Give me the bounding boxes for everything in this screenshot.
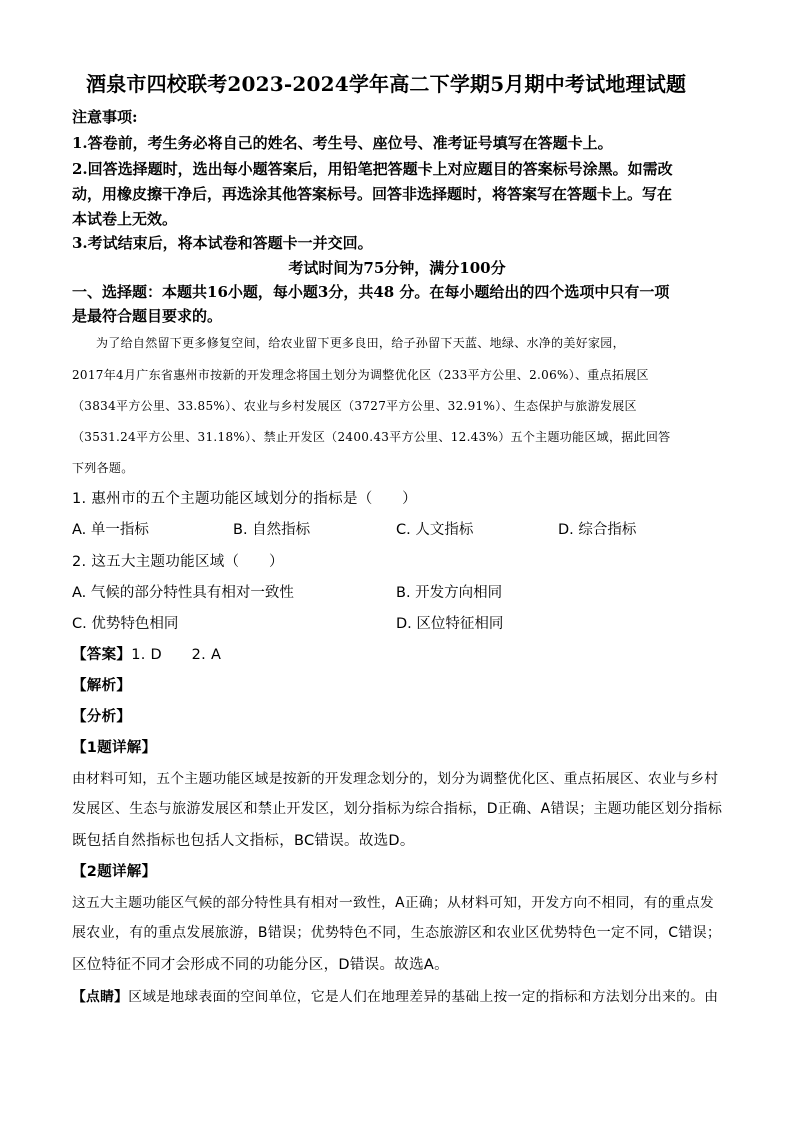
dianjing-label: 【点睛】 [72,989,129,1005]
detail-1-text: 由材料可知，五个主题功能区域是按新的开发理念划分的，划分为调整优化区、重点拓展区、农业与乡村 [72,771,719,787]
page-title: 酒泉市四校联考2023-2024学年高二下学期5月期中考试地理试题 [86,72,687,96]
notice-item: 1.答卷前，考生务必将自己的姓名、考生号、座位号、准考证号填写在答题卡上。 [72,134,613,152]
dianjing-row [72,985,718,1005]
detail-2-text: 这五大主题功能区气候的部分特性具有相对一致性，A正确；从材料可知，开发方向不相同，有的重点发 [72,895,714,911]
notice-item: 动，用橡皮擦干净后，再选涂其他答案标号。回答非选择题时，将答案写在答题卡上。写在 [72,185,673,203]
question-1-option-a: A. 单一指标 [72,522,149,538]
detail-1-text: 既包括自然指标也包括人文指标，BC错误。故选D。 [72,833,415,849]
detail-2-text: 区位特征不同才会形成不同的功能分区，D错误。故选A。 [72,957,449,973]
question-1-option-d: D. 综合指标 [558,522,637,538]
material-text: （3834平方公里、33.85%）、农业与乡村发展区（3727平方公里、32.91%）、生态保护与旅游发展区 [72,399,637,413]
exam-time-info: 考试时间为75分钟，满分100分 [288,259,506,277]
notice-item: 本试卷上无效。 [72,210,178,228]
notice-item: 3.考试结束后，将本试卷和答题卡一并交回。 [72,234,373,252]
question-2-option-c: C. 优势特色相同 [72,616,179,632]
notice-heading: 注意事项: [72,108,138,126]
answer-row [72,643,221,664]
section-heading: 一、选择题：本题共16小题，每小题3分，共48 分。在每小题给出的四个选项中只有一项 [72,283,670,301]
detail-2-text: 展农业，有的重点发展旅游，B错误；优势特色不同，生态旅游区和农业区优势特色一定不同，C错误； [72,925,722,941]
detail-1-text: 发展区、生态与旅游发展区和禁止开发区，划分指标为综合指标，D正确、A错误；主题功能区划分指标 [72,801,723,817]
dianjing-text: 区域是地球表面的空间单位，它是人们在地理差异的基础上按一定的指标和方法划分出来的。由 [128,989,719,1005]
analysis-label: 【解析】 [72,678,132,694]
detail-2-label: 【2题详解】 [72,864,157,880]
question-2-stem: 2. 这五大主题功能区域（ ） [72,554,284,570]
material-text: 下列各题。 [72,461,134,475]
answer-label: 【答案】 [72,647,132,663]
question-2-option-a: A. 气候的部分特性具有相对一致性 [72,585,294,601]
question-1-stem: 1. 惠州市的五个主题功能区域划分的指标是（ ） [72,491,417,507]
notice-item: 2.回答选择题时，选出每小题答案后，用铅笔把答题卡上对应题目的答案标号涂黑。如需改 [72,160,673,178]
fenxi-label: 【分析】 [72,709,132,725]
question-2-option-b: B. 开发方向相同 [396,585,503,601]
question-1-option-c: C. 人文指标 [396,522,474,538]
question-2-option-d: D. 区位特征相同 [396,616,504,632]
material-text: 为了给自然留下更多修复空间，给农业留下更多良田，给子孙留下天蓝、地绿、水净的美好家园， [96,336,625,350]
question-1-option-b: B. 自然指标 [233,522,311,538]
material-text: （3531.24平方公里、31.18%）、禁止开发区（2400.43平方公里、12.43%）五个主题功能区域，据此回答 [72,430,671,444]
detail-1-label: 【1题详解】 [72,740,157,756]
answer-value: 1. D 2. A [131,647,222,663]
material-text: 2017年4月广东省惠州市按新的开发理念将国土划分为调整优化区（233平方公里、2.06%）、重点拓展区 [72,368,649,382]
section-heading: 是最符合题目要求的。 [72,307,223,325]
